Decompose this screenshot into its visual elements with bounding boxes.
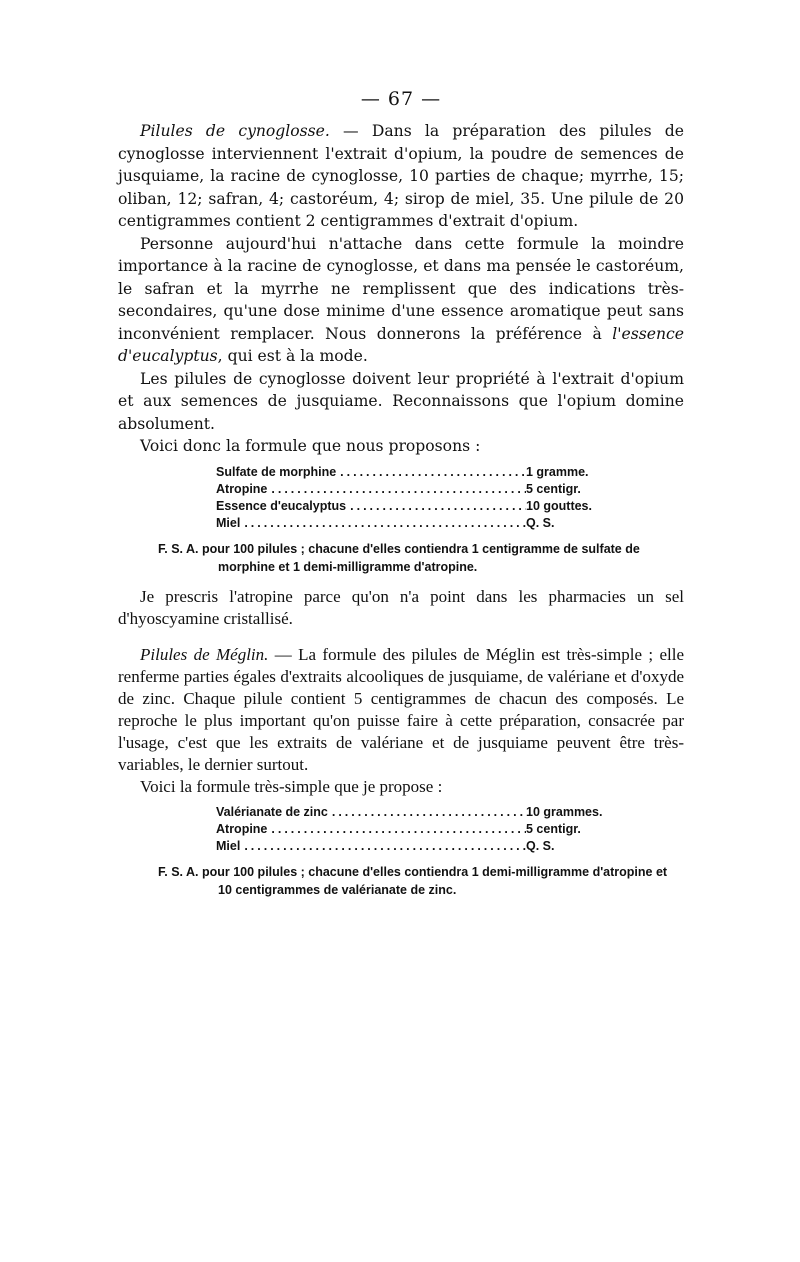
formula-row (216, 821, 636, 838)
paragraph-personne (118, 233, 684, 368)
spacer (118, 630, 684, 644)
ingredient-name: Essence d'eucalyptus (216, 498, 347, 513)
ingredient-name: Miel (216, 515, 241, 530)
ingredient-qty: 5 centigr. (526, 481, 581, 496)
paragraph-meglin (118, 644, 684, 776)
ingredient-name: Sulfate de morphine (216, 464, 337, 479)
ingredient-qty: 5 centigr. (526, 821, 581, 836)
paragraph-text: — La formule des pilules de Méglin est très-simple ; elle renferme parties égales d'extraits alcooliques de jusquiame, de valériane et d'oxyde de zinc. Chaque pilule contient 5 centigrammes de chacun des composés. Le reproche le plus important qu'on puisse faire à cette préparation, consacrée par l'usage, c'est que les extraits de valériane et de jusquiame peuvent être très-variables, le dernier surtout. (118, 644, 684, 774)
leader-dots (328, 804, 526, 821)
formula-row (216, 498, 636, 515)
section-title-meglin: Pilules de Méglin. (140, 644, 269, 664)
formula-row (216, 804, 636, 821)
ingredient-qty: 10 grammes. (526, 804, 603, 819)
leader-dots (267, 481, 526, 498)
ingredient-qty: 1 gramme. (526, 464, 589, 479)
emphasis-text: l'essence d'eucalyptus (118, 324, 684, 365)
formula-instructions: F. S. A. pour 100 pilules ; chacune d'elles contiendra 1 centigramme de sulfate de morphine et 1 demi-milligramme d'atropine. (158, 541, 640, 574)
formula-row (216, 481, 636, 498)
ingredient-qty: Q. S. (526, 515, 555, 530)
leader-dots (346, 498, 526, 515)
leader-dots (267, 821, 526, 838)
paragraph-cynoglosse (118, 120, 684, 233)
paragraph-voici-formule: Voici donc la formule que nous proposons : (140, 437, 481, 455)
book-page (118, 88, 684, 909)
ingredient-name: Valérianate de zinc (216, 804, 328, 819)
paragraph-atropine: Je prescris l'atropine parce qu'on n'a point dans les pharmacies un sel d'hyoscyamine cristallisé. (118, 586, 684, 628)
formula-instructions: F. S. A. pour 100 pilules ; chacune d'elles contiendra 1 demi-milligramme d'atropine et 10 centigrammes de valérianate de zinc. (158, 864, 668, 897)
formula-cynoglosse (216, 464, 684, 532)
leader-dots (240, 515, 526, 532)
ingredient-name: Miel (216, 838, 241, 853)
formula-row (216, 464, 636, 481)
ingredient-qty: 10 gouttes. (526, 498, 592, 513)
paragraph-les-pilules: Les pilules de cynoglosse doivent leur propriété à l'extrait d'opium et aux semences de jusquiame. Reconnaissons que l'opium domine absolument. (118, 369, 684, 433)
ingredient-qty: Q. S. (526, 838, 555, 853)
section-meglin (118, 586, 684, 798)
leader-dots (240, 838, 526, 855)
paragraph-text: Personne aujourd'hui n'attache dans cette formule la moindre importance à la racine de cynoglosse, et dans ma pensée le castoréum, le safran et la myrrhe ne remplissent que des indications très-secondaires, qu'une dose minime d'une essence aromatique peut sans inconvénient remplacer. Nous donnerons la préférence à (118, 234, 684, 343)
section-title-cynoglosse: Pilules de cynoglosse. (140, 122, 330, 140)
ingredient-name: Atropine (216, 821, 268, 836)
leader-dots (336, 464, 526, 481)
ingredient-name: Atropine (216, 481, 268, 496)
formula-meglin (216, 804, 684, 855)
formula-row (216, 838, 636, 855)
page-number: — 67 — (360, 88, 442, 110)
formula-row (216, 515, 636, 532)
paragraph-text: — Dans la préparation des pilules de cynoglosse interviennent l'extrait d'opium, la poudre de semences de jusquiame, la racine de cynoglosse, 10 parties de chaque; myrrhe, 15; oliban, 12; safran, 4; castoréum, 4; sirop de miel, 35. Une pilule de 20 centigrammes contient 2 centigrammes d'extrait d'opium. (118, 122, 684, 230)
paragraph-voici-formule-simple: Voici la formule très-simple que je propose : (140, 776, 443, 796)
paragraph-text: , qui est à la mode. (217, 347, 368, 365)
